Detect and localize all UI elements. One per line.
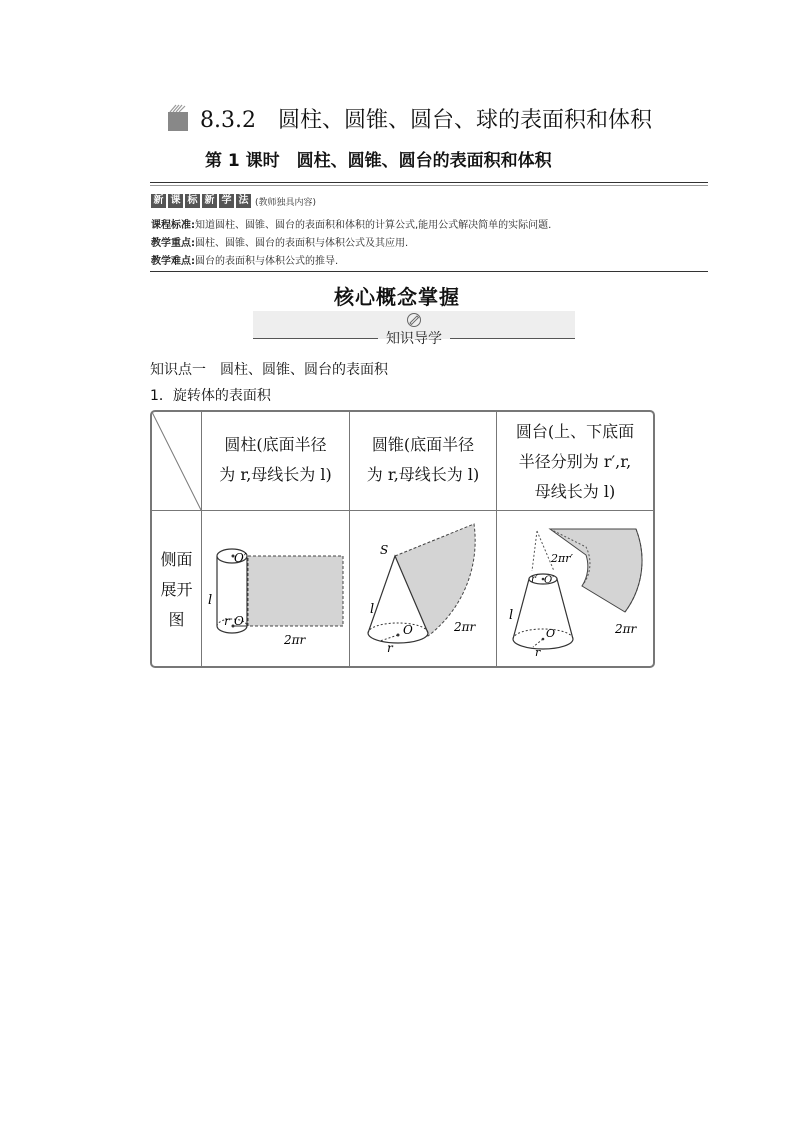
two-pi-r-label: 2πr — [454, 620, 476, 634]
apex-line-left — [532, 531, 537, 571]
o-label: O — [403, 623, 413, 637]
cylinder-unrolled-rect — [248, 556, 343, 626]
badge-char: 标 — [185, 194, 200, 208]
cone-header-line: 圆锥(底面半径 — [371, 435, 475, 454]
r-prime-label: r′ — [531, 574, 539, 585]
teaching-difficulty-label: 教学难点: — [151, 256, 195, 267]
cylinder-figure — [202, 511, 349, 668]
new-standard-badges — [151, 194, 316, 208]
row-label-line: 展开 — [160, 580, 193, 599]
section-heading: 核心概念掌握 — [334, 285, 460, 309]
r-label: r — [387, 641, 393, 655]
course-standard-text: 知道圆柱、圆锥、圆台的表面积和体积的计算公式,能用公式解决简单的实际问题. — [195, 220, 552, 231]
knowledge-item: 1．旋转体的表面积 — [150, 388, 271, 404]
cylinder-header — [202, 430, 349, 490]
r-label: r — [224, 614, 230, 628]
badge-char: 新 — [151, 194, 166, 208]
course-standard-label: 课程标准: — [151, 220, 195, 231]
r-label: r — [535, 646, 541, 659]
row-label-line: 侧面 — [160, 550, 193, 569]
cone-header — [350, 430, 496, 490]
two-pi-r-label: 2πr — [284, 633, 306, 647]
course-standard — [151, 216, 551, 231]
header-diagonal — [152, 412, 202, 511]
guide-label: 知识导学 — [386, 331, 442, 347]
frustum-header-line: 半径分别为 r′,r, — [518, 452, 632, 471]
cone-header-line: 为 r,母线长为 l) — [366, 465, 480, 484]
badge-char: 新 — [202, 194, 217, 208]
o-prime-label: O′ — [234, 551, 247, 565]
l-label: l — [509, 608, 514, 623]
l-label: l — [370, 602, 375, 617]
frustum-sector — [550, 529, 642, 612]
cylinder-header-line: 为 r,母线长为 l) — [219, 465, 332, 484]
badge-char: 法 — [236, 194, 251, 208]
o-prime-label: O′ — [544, 575, 555, 586]
pen-circle-icon — [405, 312, 423, 328]
l-label: l — [208, 593, 213, 608]
o-label: O — [234, 614, 244, 628]
apex-line-right — [537, 531, 554, 571]
page-title: 8.3.2 圆柱、圆锥、圆台、球的表面积和体积 — [200, 107, 652, 133]
book-icon — [166, 104, 190, 132]
rotation-body-table — [150, 410, 655, 668]
teaching-difficulty — [151, 252, 338, 267]
frustum-bottom-center — [542, 638, 545, 641]
guide-row — [253, 328, 575, 348]
cylinder-header-line: 圆柱(底面半径 — [224, 435, 327, 454]
teaching-focus-label: 教学重点: — [151, 238, 195, 249]
cone-figure — [350, 511, 496, 668]
guide-line-left — [253, 338, 378, 339]
teaching-difficulty-text: 圆台的表面积与体积公式的推导. — [195, 256, 339, 267]
row-label — [152, 545, 201, 635]
bottom-divider — [150, 271, 708, 272]
frustum-header-line: 母线长为 l) — [534, 482, 616, 501]
frustum-header-line: 圆台(上、下底面 — [515, 422, 635, 441]
badge-note: (教师独具内容) — [255, 197, 317, 208]
guide-line-right — [450, 338, 575, 339]
two-pi-r-label: 2πr — [615, 622, 637, 636]
badge-char: 课 — [168, 194, 183, 208]
page-subtitle: 第 1 课时 圆柱、圆锥、圆台的表面积和体积 — [205, 151, 552, 171]
badge-char: 学 — [219, 194, 234, 208]
frustum-figure — [497, 511, 654, 668]
knowledge-point-title: 知识点一 圆柱、圆锥、圆台的表面积 — [150, 362, 388, 378]
title-row — [166, 100, 652, 136]
frustum-header — [497, 417, 653, 507]
two-pi-r-prime-label: 2πr′ — [551, 552, 573, 565]
row-label-line: 图 — [168, 610, 185, 629]
o-label: O — [546, 627, 556, 640]
teaching-focus — [151, 234, 408, 249]
s-label: S — [380, 543, 389, 557]
cone-center-point — [397, 634, 400, 637]
teaching-focus-text: 圆柱、圆锥、圆台的表面积与体积公式及其应用. — [195, 238, 409, 249]
top-divider — [150, 182, 708, 183]
top-divider-thin — [150, 185, 708, 186]
